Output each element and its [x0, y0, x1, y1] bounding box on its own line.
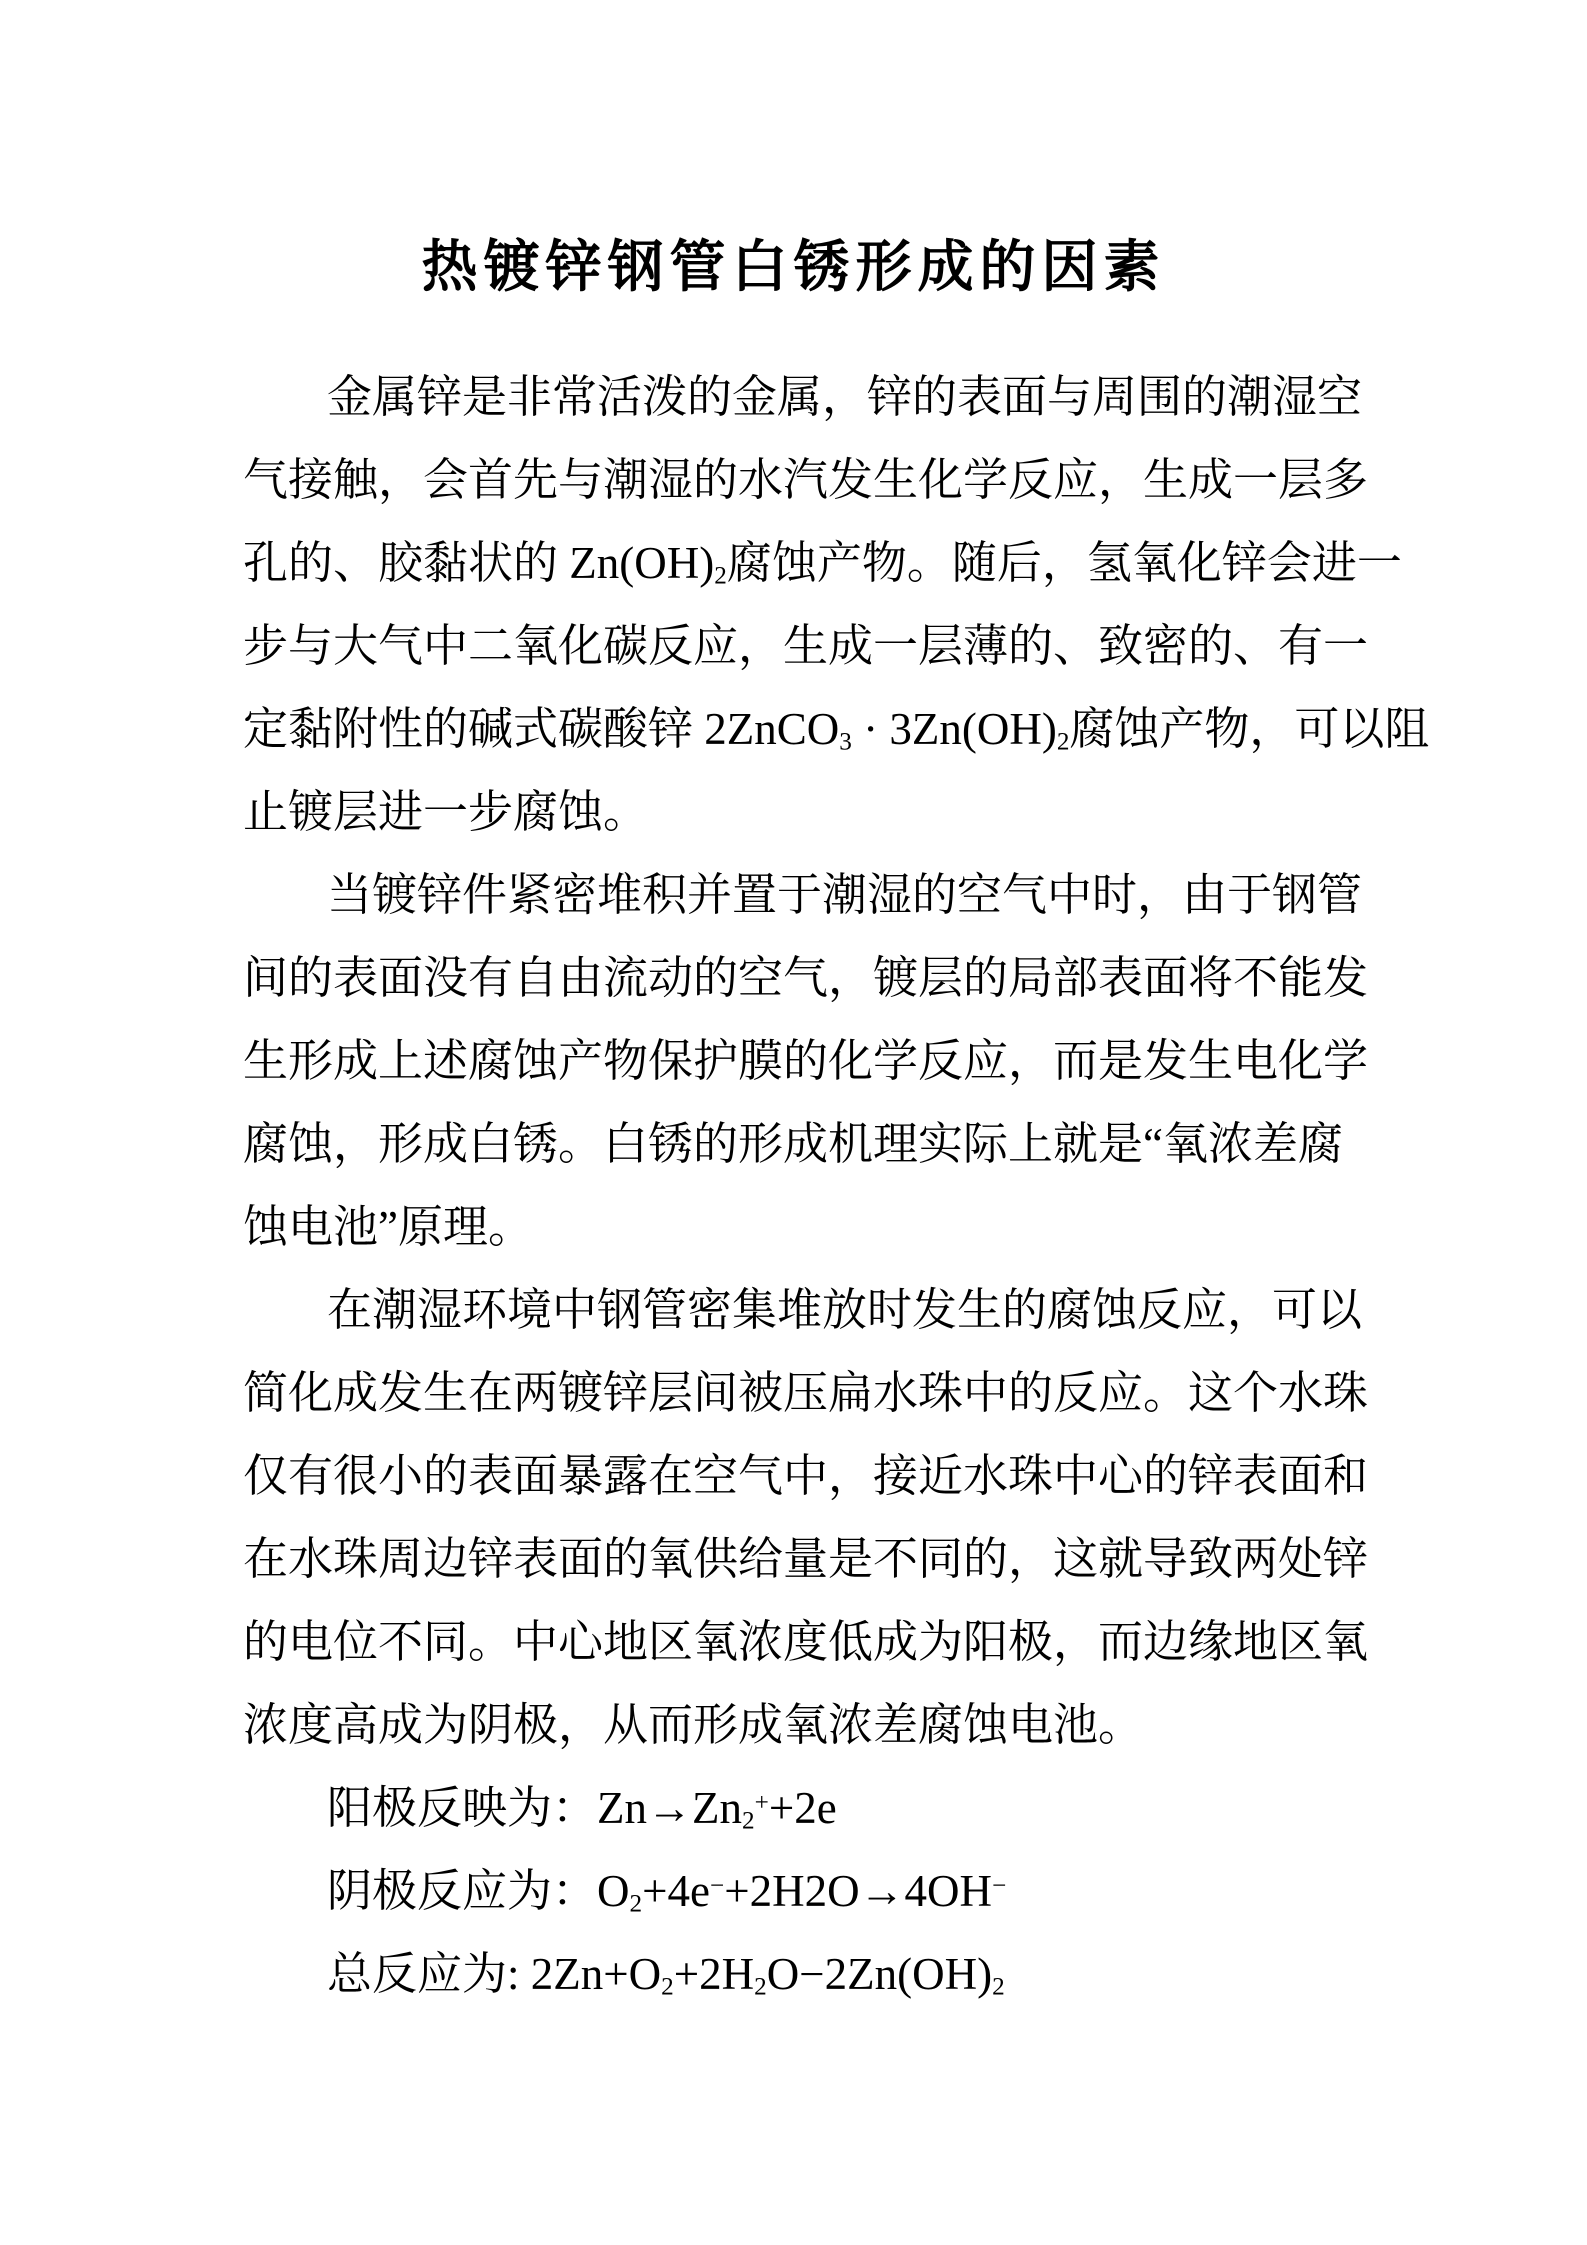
text-line	[243, 1933, 1423, 2016]
text-line	[243, 1103, 1423, 1186]
text-segment: O	[597, 1866, 630, 1916]
formula-sup: −	[992, 1872, 1007, 1900]
text-segment: 阴极反应为：	[327, 1866, 598, 1916]
text-segment: 仅有很小的表面暴露在空气中，接近水珠中心的锌表面和	[243, 1451, 1369, 1501]
formula-sub: 2	[754, 1973, 767, 2001]
text-segment: 腐蚀，形成白锈。白锈的形成机理实际上就是“氧浓差腐	[243, 1119, 1343, 1169]
text-line	[243, 356, 1423, 439]
text-segment: 浓度高成为阴极，从而形成氧浓差腐蚀电池。	[243, 1700, 1144, 1750]
formula-sub: 2	[1056, 728, 1070, 756]
text-line	[243, 937, 1423, 1020]
text-line	[243, 439, 1423, 522]
text-segment: 生形成上述腐蚀产物保护膜的化学反应，而是发生电化学	[243, 1036, 1369, 1086]
text-segment: 的电位不同。中心地区氧浓度低成为阳极，而边缘地区氧	[243, 1617, 1369, 1667]
text-segment: 在水珠周边锌表面的氧供给量是不同的，这就导致两处锌	[243, 1534, 1369, 1584]
text-segment: 当镀锌件紧密堆积并置于潮湿的空气中时，由于钢管	[327, 870, 1363, 920]
text-segment: 金属锌是非常活泼的金属，锌的表面与周围的潮湿空	[327, 372, 1363, 422]
formula-sub: 2	[714, 562, 727, 590]
text-line	[243, 1850, 1423, 1933]
text-line	[243, 1435, 1423, 1518]
text-segment: +2H2O→4OH	[724, 1866, 993, 1916]
text-segment: 阳极反映为：	[327, 1783, 598, 1833]
text-segment: 总反应为:	[327, 1949, 531, 1999]
text-segment: 腐蚀产物。随后，氢氧化锌会进一	[726, 538, 1402, 588]
text-segment: O−2Zn(OH)	[766, 1949, 993, 1999]
text-segment: 蚀电池”原理。	[243, 1202, 533, 1252]
formula-sub: 2	[629, 1890, 643, 1918]
formula-sub: 2	[992, 1973, 1005, 2001]
text-line	[243, 522, 1423, 605]
text-line	[243, 1767, 1423, 1850]
text-line	[243, 1020, 1423, 1103]
text-segment: Zn→Zn	[597, 1783, 742, 1833]
text-segment: 腐蚀产物，可以阻	[1069, 704, 1430, 754]
formula-sup: +	[754, 1789, 769, 1817]
text-line	[243, 1684, 1423, 1767]
formula-sup: −	[709, 1872, 725, 1900]
text-line	[243, 688, 1430, 771]
text-segment: 2Zn+O	[530, 1949, 662, 1999]
text-line	[243, 771, 1423, 854]
text-segment: 定黏附性的碱式碳酸锌 2ZnCO	[243, 704, 840, 754]
text-line	[243, 854, 1423, 937]
text-segment: 步与大气中二氧化碳反应，生成一层薄的、致密的、有一	[243, 621, 1369, 671]
text-segment: +2e	[768, 1783, 837, 1833]
text-segment: 止镀层进一步腐蚀。	[243, 787, 649, 837]
text-segment: 简化成发生在两镀锌层间被压扁水珠中的反应。这个水珠	[243, 1368, 1369, 1418]
text-segment: 间的表面没有自由流动的空气，镀层的局部表面将不能发	[243, 953, 1369, 1003]
text-line	[243, 1186, 1423, 1269]
text-line	[243, 1269, 1423, 1352]
formula-sub: 2	[661, 1973, 674, 2001]
text-segment: 在潮湿环境中钢管密集堆放时发生的腐蚀反应，可以	[327, 1285, 1363, 1335]
text-segment: +2H	[673, 1949, 755, 1999]
text-segment: 孔的、胶黏状的 Zn(OH)	[243, 538, 715, 588]
text-line	[243, 1352, 1423, 1435]
formula-sub: 3	[839, 728, 852, 756]
text-line	[243, 605, 1423, 688]
text-line	[243, 1601, 1423, 1684]
formula-sub: 2	[742, 1807, 755, 1835]
document-title: 热镀锌钢管白锈形成的因素	[421, 237, 1166, 299]
text-segment: +4e	[642, 1866, 710, 1916]
text-segment: 气接触，会首先与潮湿的水汽发生化学反应，生成一层多	[243, 455, 1369, 505]
document-body	[243, 356, 1430, 2016]
text-segment: · 3Zn(OH)	[851, 704, 1057, 754]
text-line	[243, 1518, 1423, 1601]
